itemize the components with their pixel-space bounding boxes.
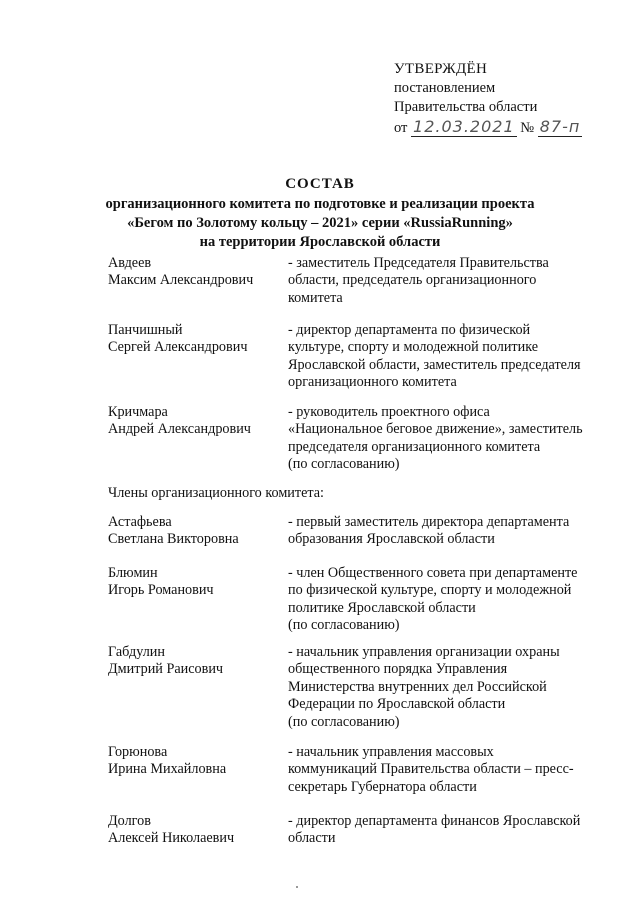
role-line: «Национальное беговое движение», заместитель [288, 421, 583, 438]
person-role [288, 514, 640, 549]
person-name [108, 644, 283, 679]
title-main: СОСТАВ [285, 176, 355, 192]
title-line-2: «Бегом по Золотому кольцу – 2021» серии «RussiaRunning» [127, 215, 513, 231]
handwritten-date: 12.03.2021 [413, 117, 515, 136]
role-line: организационного комитета [288, 374, 457, 391]
person-surname: Астафьева [108, 514, 172, 530]
person-name [108, 514, 283, 549]
person-role [288, 644, 640, 731]
person-role [288, 404, 640, 474]
person-given-name: Алексей Николаевич [108, 830, 235, 847]
role-line: коммуникаций Правительства области – пресс- [288, 761, 574, 778]
role-line: политике Ярославской области [288, 599, 476, 616]
person-given-name: Сергей Александрович [108, 339, 248, 356]
role-line: Министерства внутренних дел Российской [288, 678, 547, 695]
person-given-name: Ирина Михайловна [108, 761, 227, 778]
person-role [288, 255, 640, 307]
role-line: - директор департамента по физической [288, 322, 531, 338]
person-name [108, 813, 283, 848]
role-line: (по согласованию) [288, 617, 400, 634]
person-name [108, 255, 283, 290]
scan-speck [296, 886, 298, 888]
person-surname: Блюмин [108, 565, 158, 581]
role-line: председателя организационного комитета [288, 438, 541, 455]
handwritten-number: 87-п [539, 117, 581, 136]
document-title [0, 175, 640, 252]
role-line: образования Ярославской области [288, 531, 495, 548]
person-role [288, 565, 640, 635]
person-surname: Горюнова [108, 744, 168, 760]
date-prefix: от [394, 120, 408, 136]
person-surname: Габдулин [108, 644, 165, 660]
role-line: Федерации по Ярославской области [288, 696, 506, 713]
person-name [108, 744, 283, 779]
person-given-name: Андрей Александрович [108, 421, 251, 438]
approval-date-line [394, 117, 582, 138]
person-given-name: Максим Александрович [108, 272, 254, 289]
person-surname: Долгов [108, 813, 151, 829]
role-line: - начальник управления массовых [288, 744, 494, 760]
person-name [108, 404, 283, 439]
role-line: - руководитель проектного офиса [288, 404, 490, 420]
role-line: - заместитель Председателя Правительства [288, 255, 549, 271]
role-line: Ярославской области, заместитель председателя [288, 356, 581, 373]
title-line-3: на территории Ярославской области [199, 234, 441, 250]
role-line: общественного порядка Управления [288, 661, 508, 678]
number-sign: № [520, 120, 535, 136]
members-section-label: Члены организационного комитета: [108, 485, 324, 501]
person-given-name: Дмитрий Раисович [108, 661, 224, 678]
role-line: - начальник управления организации охраны [288, 644, 560, 660]
role-line: области [288, 830, 336, 847]
person-given-name: Игорь Романович [108, 582, 214, 599]
role-line: (по согласованию) [288, 713, 400, 730]
person-role [288, 322, 640, 392]
person-role [288, 744, 640, 796]
person-given-name: Светлана Викторовна [108, 531, 239, 548]
person-name [108, 565, 283, 600]
person-surname: Панчишный [108, 322, 183, 338]
approval-line-1: постановлением [394, 80, 496, 96]
title-line-1: организационного комитета по подготовке и реализации проекта [105, 196, 535, 212]
role-line: по физической культуре, спорту и молодежной [288, 582, 572, 599]
person-role [288, 813, 640, 848]
person-name [108, 322, 283, 357]
role-line: области, председатель организационного [288, 272, 537, 289]
role-line: культуре, спорту и молодежной политике [288, 339, 539, 356]
person-surname: Авдеев [108, 255, 152, 271]
person-surname: Кричмара [108, 404, 168, 420]
role-line: - первый заместитель директора департамента [288, 514, 570, 530]
approval-heading: УТВЕРЖДЁН [394, 61, 488, 77]
approval-line-2: Правительства области [394, 99, 538, 115]
role-line: секретарь Губернатора области [288, 778, 477, 795]
approval-stamp [394, 60, 582, 138]
role-line: (по согласованию) [288, 456, 400, 473]
role-line: - член Общественного совета при департаменте [288, 565, 578, 581]
role-line: комитета [288, 289, 343, 306]
role-line: - директор департамента финансов Ярославской [288, 813, 581, 829]
